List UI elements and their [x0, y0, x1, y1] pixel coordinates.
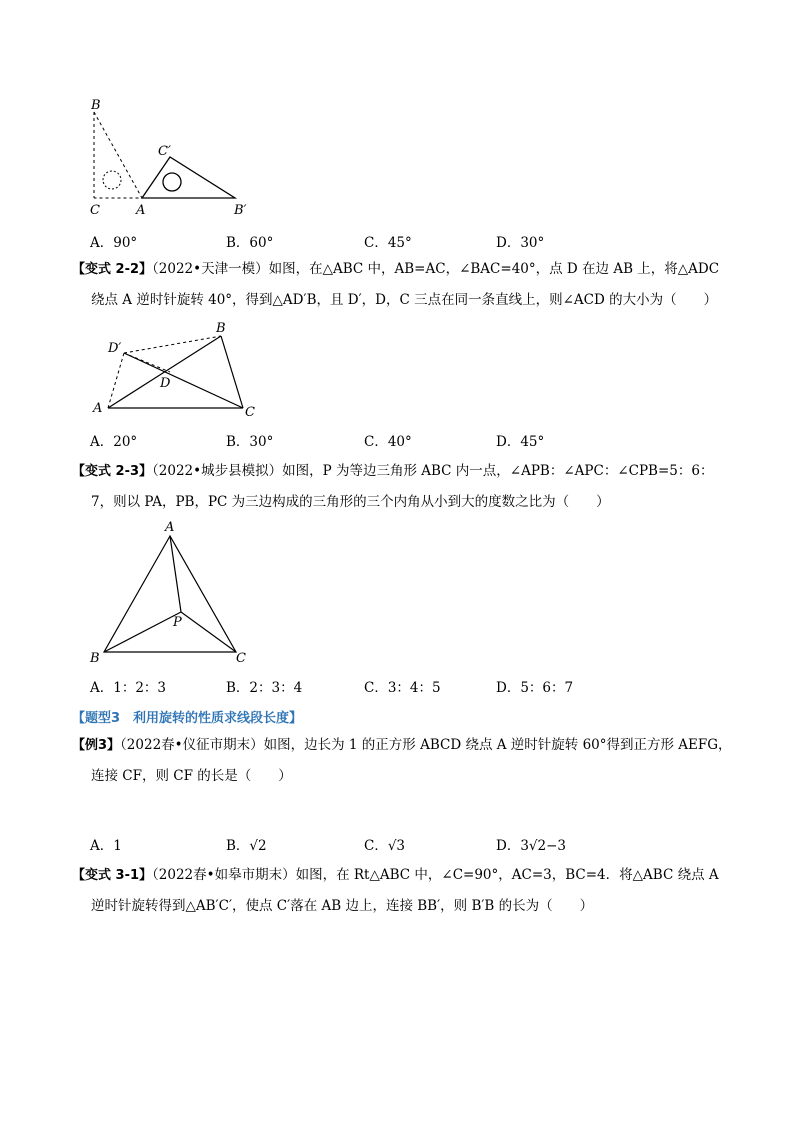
fig1-label-a: A	[136, 203, 146, 218]
q4-option-d[interactable]: D．3√2−3	[496, 838, 567, 854]
question-2-3	[72, 456, 732, 517]
q2-text-line1: （2022•天津一模）如图，在△ABC 中，AB=AC，∠BAC=40°，点 D 在边 AB 上，将△ADC	[152, 261, 720, 277]
q4-tag: 【例3】	[72, 738, 121, 753]
fig3-label-b: B	[90, 651, 100, 666]
q2-options	[90, 430, 710, 450]
fig1-label-b: B	[91, 98, 101, 113]
question-2-2	[72, 254, 732, 315]
q3-text-line2: 7，则以 PA，PB，PC 为三边构成的三角形的三个内角从小到大的度数之比为（ ）	[91, 494, 610, 510]
q1-options	[90, 231, 710, 251]
q2-option-b[interactable]: B．30°	[226, 434, 274, 450]
fig1-label-c: C	[90, 203, 100, 218]
q1-option-a[interactable]: A．90°	[90, 235, 138, 251]
q3-option-d[interactable]: D．5：6：7	[496, 680, 574, 696]
q4-text-line2: 连接 CF，则 CF 的长是（ ）	[91, 768, 292, 784]
q4-text-line1: （2022春•仪征市期末）如图，边长为 1 的正方形 ABCD 绕点 A 逆时针旋转 60°得到正方形 AEFG，	[120, 737, 732, 753]
section-heading-3: 【题型3 利用旋转的性质求线段长度】	[72, 711, 303, 726]
fig1-label-b-prime: B′	[234, 203, 247, 218]
q3-option-c[interactable]: C．3：4：5	[364, 680, 441, 696]
question-3-1	[72, 860, 732, 921]
q2-option-c[interactable]: C．40°	[364, 434, 412, 450]
q5-text-line1: （2022春•如皋市期末）如图，在 Rt△ABC 中，∠C=90°，AC=3，BC=4．将△ABC 绕点 A	[152, 867, 719, 883]
q2-option-a[interactable]: A．20°	[90, 434, 138, 450]
q3-option-a[interactable]: A．1：2：3	[90, 680, 167, 696]
figure-1-rotation-triangle	[82, 92, 262, 222]
q3-tag: 【变式 2-3】	[72, 464, 153, 479]
fig3-label-a: A	[165, 520, 175, 535]
figure-2-rotation-quadrilateral	[88, 318, 268, 422]
q3-text-line1: （2022•城步县模拟）如图，P 为等边三角形 ABC 内一点，∠APB：∠APC：∠CPB=5：6：	[152, 463, 714, 479]
fig2-label-d-prime: D′	[108, 341, 122, 356]
q4-options	[90, 834, 710, 854]
q2-tag: 【变式 2-2】	[72, 262, 153, 277]
fig2-label-d: D	[160, 376, 171, 391]
q4-option-b[interactable]: B．√2	[226, 838, 267, 854]
q5-text-line2: 逆时针旋转得到△AB′C′，使点 C′落在 AB 边上，连接 BB′，则 B′B 的长为（ ）	[91, 898, 594, 914]
q2-option-d[interactable]: D．45°	[496, 434, 545, 450]
question-example-3	[72, 730, 732, 791]
fig3-label-c: C	[236, 651, 246, 666]
q2-text-line2: 绕点 A 逆时针旋转 40°，得到△AD′B，且 D′，D，C 三点在同一条直线上，则∠ACD 的大小为（ ）	[91, 292, 718, 308]
fig1-label-c-prime: C′	[158, 144, 171, 159]
fig3-label-p: P	[173, 615, 182, 630]
q1-option-d[interactable]: D．30°	[496, 235, 545, 251]
fig2-label-c: C	[245, 405, 255, 420]
fig2-label-a: A	[93, 401, 103, 416]
q4-option-a[interactable]: A．1	[90, 838, 122, 854]
q3-options	[90, 676, 710, 696]
q3-option-b[interactable]: B．2：3：4	[226, 680, 303, 696]
q1-option-c[interactable]: C．45°	[364, 235, 412, 251]
q5-tag: 【变式 3-1】	[72, 868, 153, 883]
q4-option-c[interactable]: C．√3	[364, 838, 406, 854]
fig2-label-b: B	[216, 321, 226, 336]
figure-3-equilateral-triangle	[86, 518, 256, 668]
q1-option-b[interactable]: B．60°	[226, 235, 274, 251]
